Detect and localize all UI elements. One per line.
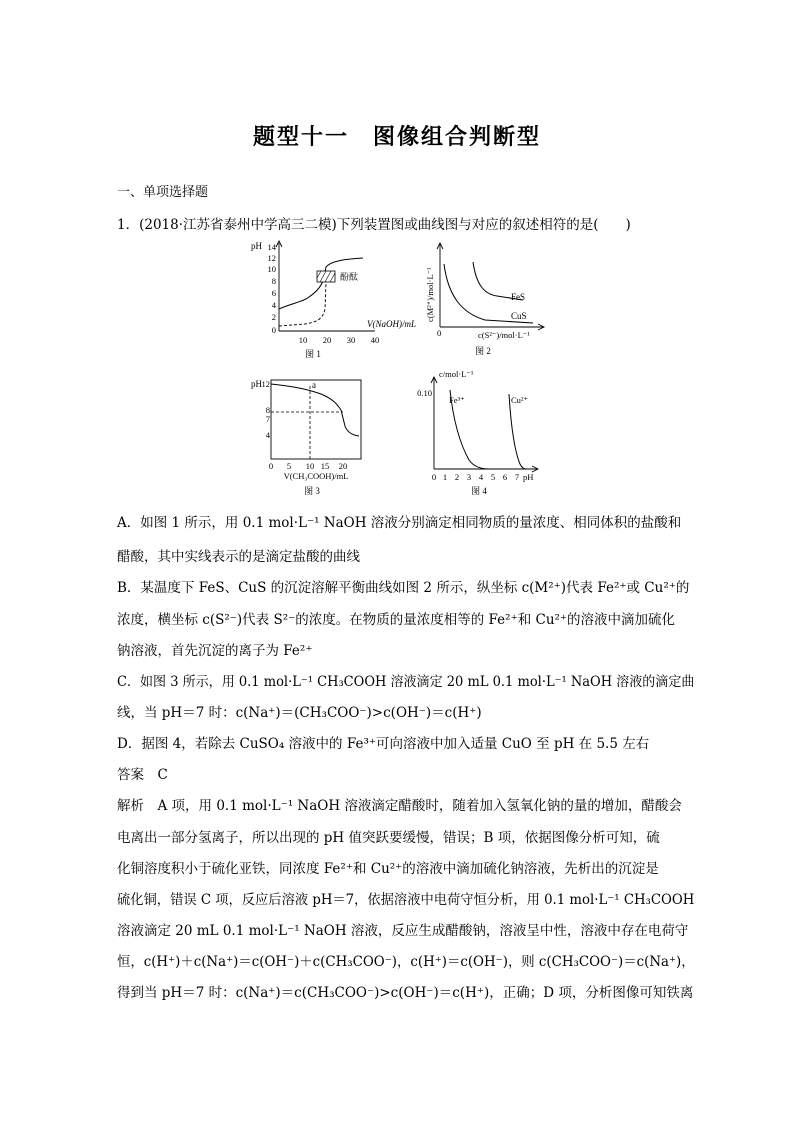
fig4-xlabel: pH (523, 472, 534, 482)
fig2-label-cus: CuS (511, 311, 527, 321)
fig1-ytick: 2 (271, 312, 276, 322)
fig4-xtick: 6 (502, 472, 508, 482)
page-title: 题型十一 图像组合判断型 (252, 125, 541, 150)
fig1-xtick: 10 (298, 335, 308, 345)
fig4-caption: 图 4 (471, 486, 487, 496)
option-a-line-1: A．如图 1 所示，用 0.1 mol·L⁻¹ NaOH 溶液分别滴定相同物质的量浓度、相同体积的盐酸和 (117, 515, 682, 531)
fig1-ytick: 0 (271, 325, 276, 335)
fig4-xtick: 5 (490, 472, 496, 482)
analysis-line-1 (117, 794, 682, 814)
fig4-ylabel: c/mol·L⁻¹ (439, 369, 474, 379)
fig1-ylabel: pH (251, 241, 262, 251)
option-d-line-1: D．据图 4，若除去 CuSO₄ 溶液中的 Fe³⁺可向溶液中加入适量 CuO 至 pH 在 5.5 左右 (117, 736, 650, 752)
fig3-xtick: 5 (286, 461, 292, 471)
fig1-xlabel: V(NaOH)/mL (367, 319, 416, 329)
fig4-xtick: 1 (442, 472, 448, 482)
fig3-point-label: a (312, 380, 316, 390)
option-b-line-1: B．某温度下 FeS、CuS 的沉淀溶解平衡曲线如图 2 所示，纵坐标 c(M²⁺)代表 Fe²⁺或 Cu²⁺的 (117, 580, 690, 596)
analysis-label: 解析 (117, 798, 144, 814)
fig1-solid-curve (279, 258, 363, 309)
section-heading: 一、单项选择题 (117, 185, 209, 200)
analysis-line-4: 硫化铜，错误 C 项，反应后溶液 pH＝7，依据溶液中电荷守恒分析，用 0.1 mol·L⁻¹ CH₃COOH (117, 892, 695, 908)
fig1-indicator-label: 酚酞 (340, 272, 359, 282)
fig1-ytick: 8 (271, 276, 276, 286)
fig2-origin: 0 (437, 328, 442, 338)
fig1-ytick: 6 (271, 288, 276, 298)
analysis-line-3: 化铜溶度积小于硫化亚铁，同浓度 Fe²⁺和 Cu²⁺的溶液中滴加硫化钠溶液，先析出的沉淀是 (117, 861, 659, 877)
analysis-line-5: 溶液滴定 20 mL 0.1 mol·L⁻¹ NaOH 溶液，反应生成醋酸钠，溶液呈中性，溶液中存在电荷守 (117, 923, 689, 939)
option-c-line-1: C．如图 3 所示，用 0.1 mol·L⁻¹ CH₃COOH 溶液滴定 20 mL 0.1 mol·L⁻¹ NaOH 溶液的滴定曲 (117, 674, 695, 690)
fig1-xtick: 40 (370, 335, 380, 345)
answer-value: C (157, 767, 168, 783)
fig3-xtick: 20 (338, 461, 348, 471)
fig1-ytick: 4 (271, 300, 276, 310)
option-c-line-2: 线，当 pH＝7 时：c(Na⁺)＝(CH₃COO⁻)>c(OH⁻)＝c(H⁺) (117, 705, 482, 721)
fig1-dashed-curve (279, 283, 326, 326)
fig2-label-fes: FeS (511, 292, 526, 302)
figure-1 (247, 237, 416, 362)
figure-4 (411, 368, 561, 500)
fig4-xtick: 4 (478, 472, 484, 482)
fig4-xtick: 7 (514, 472, 520, 482)
fig2-caption: 图 2 (475, 346, 491, 356)
fig1-caption: 图 1 (305, 349, 321, 359)
fig2-ylabel: c(M²⁺)/mol·L⁻¹ (425, 267, 435, 322)
analysis-line-7: 得到当 pH＝7 时：c(Na⁺)＝c(CH₃COO⁻)>c(OH⁻)＝c(H⁺)，正确；D 项，分析图像可知铁离 (117, 985, 694, 1001)
fig3-ytick: 4 (265, 430, 270, 440)
analysis-text: A 项，用 0.1 mol·L⁻¹ NaOH 溶液滴定醋酸时，随着加入氢氧化钠的量的增加，醋酸会 (157, 798, 682, 814)
analysis-line-6: 恒，c(H⁺)＋c(Na⁺)＝c(OH⁻)＋c(CH₃COO⁻)，c(H⁺)＝c(OH⁻)，则 c(CH₃COO⁻)＝c(Na⁺)， (117, 954, 695, 970)
option-b-line-2: 浓度，横坐标 c(S²⁻)代表 S²⁻的浓度。在物质的量浓度相等的 Fe²⁺和 Cu²⁺的溶液中滴加硫化 (117, 612, 676, 628)
fig4-xtick: 0 (431, 472, 437, 482)
figure-3 (249, 376, 379, 500)
fig3-ytick: 8 (265, 405, 270, 415)
fig2-xlabel: c(S²⁻)/mol·L⁻¹ (478, 330, 530, 340)
fig1-xtick: 20 (322, 335, 332, 345)
analysis-line-2: 电离出一部分氢离子，所以出现的 pH 值突跃要缓慢，错误；B 项，依据图像分析可知，硫 (117, 830, 660, 846)
answer-label: 答案 (117, 767, 144, 783)
fig1-ytick: 14 (267, 242, 276, 252)
fig4-ytick: 0.10 (417, 388, 432, 398)
fig1-ytick: 10 (267, 264, 276, 274)
fig3-curve (271, 384, 359, 436)
fig4-xtick: 2 (454, 472, 460, 482)
fig3-xtick: 15 (320, 461, 330, 471)
fig3-ytick: 7 (265, 414, 270, 424)
fig4-label-cu2: Cu²⁺ (511, 395, 528, 405)
fig3-xlabel: V(CH₃COOH)/mL (283, 471, 349, 481)
option-b-line-3: 钠溶液，首先沉淀的离子为 Fe²⁺ (117, 643, 313, 659)
fig4-xtick: 3 (466, 472, 472, 482)
figure-2 (423, 240, 548, 362)
fig4-cu2-curve (509, 394, 527, 469)
fig4-label-fe3: Fe³⁺ (449, 395, 465, 405)
fig3-ytick: 12 (261, 379, 270, 389)
fig3-ylabel: pH (251, 379, 262, 389)
fig3-caption: 图 3 (304, 486, 320, 496)
answer-line (117, 763, 168, 783)
question-stem: 1．(2018·江苏省泰州中学高三二模)下列装置图或曲线图与对应的叙述相符的是( ) (117, 217, 631, 233)
fig1-ytick: 12 (267, 253, 276, 263)
fig1-xtick: 30 (346, 335, 356, 345)
fig3-xtick: 0 (268, 461, 274, 471)
fig3-xtick: 10 (305, 461, 315, 471)
option-a-line-2: 醋酸，其中实线表示的是滴定盐酸的曲线 (117, 549, 360, 565)
